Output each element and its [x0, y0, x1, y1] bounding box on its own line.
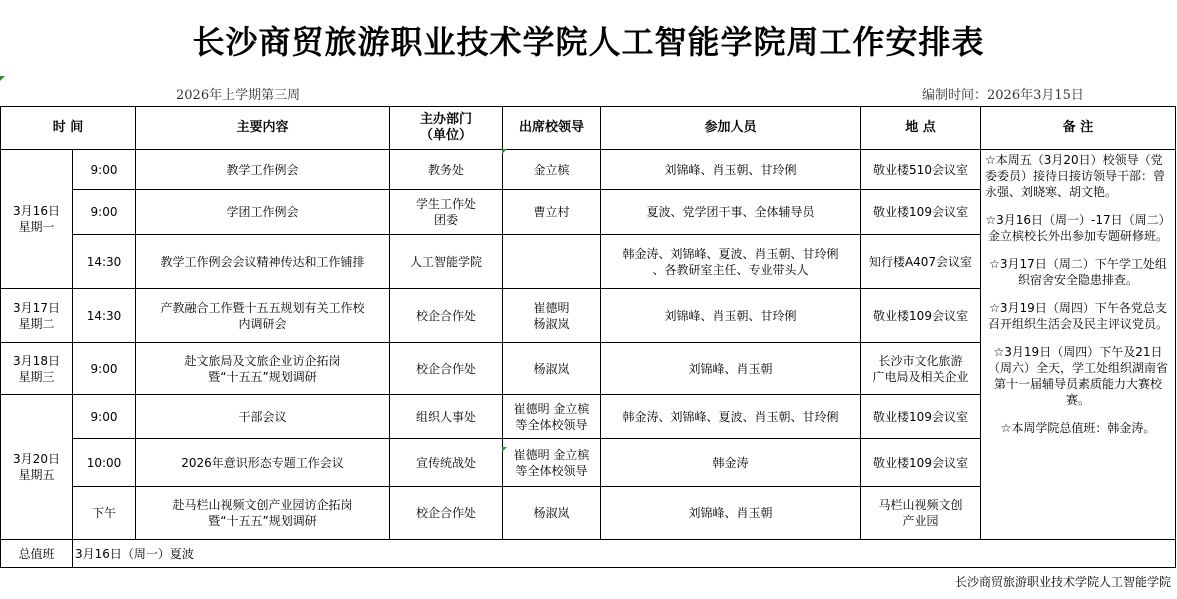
content-cell: 2026年意识形态专题工作会议 — [136, 439, 390, 487]
cell-marker — [0, 76, 5, 81]
cell-marker — [502, 447, 507, 452]
dept-cell: 校企合作处 — [390, 343, 503, 395]
leader-cell: 杨淑岚 — [503, 343, 601, 395]
content-cell: 教学工作例会会议精神传达和工作铺排 — [136, 235, 390, 289]
dept-cell: 学生工作处 团委 — [390, 190, 503, 235]
remark-item: ☆3月16日（周一）-17日（周二）金立槟校长外出参加专题研修班。 — [985, 213, 1171, 243]
leader-cell: 崔德明 金立槟 等全体校领导 — [503, 439, 601, 487]
participants-cell: 夏波、党学团干事、全体辅导员 — [601, 190, 861, 235]
location-cell: 敬业楼109会议室 — [861, 289, 981, 343]
header-dept: 主办部门 （单位） — [390, 107, 503, 150]
dept-cell: 校企合作处 — [390, 289, 503, 343]
participants-cell: 刘锦峰、肖玉朝 — [601, 343, 861, 395]
duty-label: 总值班 — [1, 540, 73, 568]
location-cell: 知行楼A407会议室 — [861, 235, 981, 289]
time-cell: 9:00 — [73, 190, 136, 235]
content-cell: 产教融合工作暨十五五规划有关工作校 内调研会 — [136, 289, 390, 343]
content-cell: 干部会议 — [136, 395, 390, 439]
header-leader: 出席校领导 — [503, 107, 601, 150]
header-row — [1, 107, 1176, 150]
participants-cell: 韩金涛、刘锦峰、夏波、肖玉朝、甘玲俐 、各教研室主任、专业带头人 — [601, 235, 861, 289]
cell-marker — [502, 149, 507, 154]
date-cell: 3月18日 星期三 — [1, 343, 73, 395]
semester-label: 2026年上学期第三周 — [176, 88, 301, 103]
remark-item: ☆3月17日（周二）下午学工处组织宿舍安全隐患排查。 — [989, 257, 1167, 287]
remark-item: ☆本周学院总值班：韩金涛。 — [1000, 421, 1156, 435]
footer-institution: 长沙商贸旅游职业技术学院人工智能学院 — [954, 575, 1171, 589]
location-cell: 敬业楼109会议室 — [861, 395, 981, 439]
header-participants: 参加人员 — [601, 107, 861, 150]
participants-cell: 刘锦峰、肖玉朝 — [601, 487, 861, 540]
dept-cell: 校企合作处 — [390, 487, 503, 540]
location-cell: 敬业楼109会议室 — [861, 439, 981, 487]
date-cell: 3月20日 星期五 — [1, 395, 73, 540]
dept-cell: 组织人事处 — [390, 395, 503, 439]
dept-cell: 人工智能学院 — [390, 235, 503, 289]
remark-item: ☆3月19日（周四）下午各党总支召开组织生活会及民主评议党员。 — [987, 301, 1168, 331]
content-cell: 学团工作例会 — [136, 190, 390, 235]
content-cell: 教学工作例会 — [136, 150, 390, 190]
participants-cell: 刘锦峰、肖玉朝、甘玲俐 — [601, 289, 861, 343]
duty-row — [1, 540, 1176, 568]
time-cell: 10:00 — [73, 439, 136, 487]
time-cell: 14:30 — [73, 289, 136, 343]
time-cell: 14:30 — [73, 235, 136, 289]
dept-cell: 宣传统战处 — [390, 439, 503, 487]
remark-item: ☆本周五（3月20日）校领导（党委委员）接待日接访领导干部：曾永强、刘晓寒、胡文艳。 — [985, 153, 1166, 199]
location-cell: 长沙市文化旅游 广电局及相关企业 — [861, 343, 981, 395]
schedule-table — [0, 106, 1176, 568]
leader-cell — [503, 235, 601, 289]
date-cell: 3月17日 星期二 — [1, 289, 73, 343]
leader-cell: 崔德明 金立槟 等全体校领导 — [503, 395, 601, 439]
dept-cell: 教务处 — [390, 150, 503, 190]
header-time: 时 间 — [1, 107, 136, 150]
participants-cell: 韩金涛、刘锦峰、夏波、肖玉朝、甘玲俐 — [601, 395, 861, 439]
page-title: 长沙商贸旅游职业技术学院人工智能学院周工作安排表 — [192, 23, 985, 61]
remarks-cell — [981, 150, 1176, 540]
header-remarks: 备 注 — [981, 107, 1176, 150]
duty-value: 3月16日（周一）夏波 — [73, 540, 1176, 568]
time-cell: 9:00 — [73, 395, 136, 439]
content-cell: 赴文旅局及文旅企业访企拓岗 暨“十五五”规划调研 — [136, 343, 390, 395]
leader-cell: 崔德明 杨淑岚 — [503, 289, 601, 343]
remark-item: ☆3月19日（周四）下午及21日（周六）全天，学工处组织湖南省第十一届辅导员素质能力大赛校赛。 — [987, 345, 1168, 407]
date-cell: 3月16日 星期一 — [1, 150, 73, 289]
compiled-date: 编制时间：2026年3月15日 — [922, 88, 1084, 103]
location-cell: 马栏山视频文创 产业园 — [861, 487, 981, 540]
location-cell: 敬业楼510会议室 — [861, 150, 981, 190]
content-cell: 赴马栏山视频文创产业园访企拓岗 暨“十五五”规划调研 — [136, 487, 390, 540]
participants-cell: 刘锦峰、肖玉朝、甘玲俐 — [601, 150, 861, 190]
location-cell: 敬业楼109会议室 — [861, 190, 981, 235]
time-cell: 9:00 — [73, 150, 136, 190]
leader-cell: 曹立村 — [503, 190, 601, 235]
leader-cell: 杨淑岚 — [503, 487, 601, 540]
table-row — [1, 150, 1176, 190]
header-location: 地 点 — [861, 107, 981, 150]
leader-cell: 金立槟 — [503, 150, 601, 190]
header-content: 主要内容 — [136, 107, 390, 150]
time-cell: 下午 — [73, 487, 136, 540]
participants-cell: 韩金涛 — [601, 439, 861, 487]
time-cell: 9:00 — [73, 343, 136, 395]
